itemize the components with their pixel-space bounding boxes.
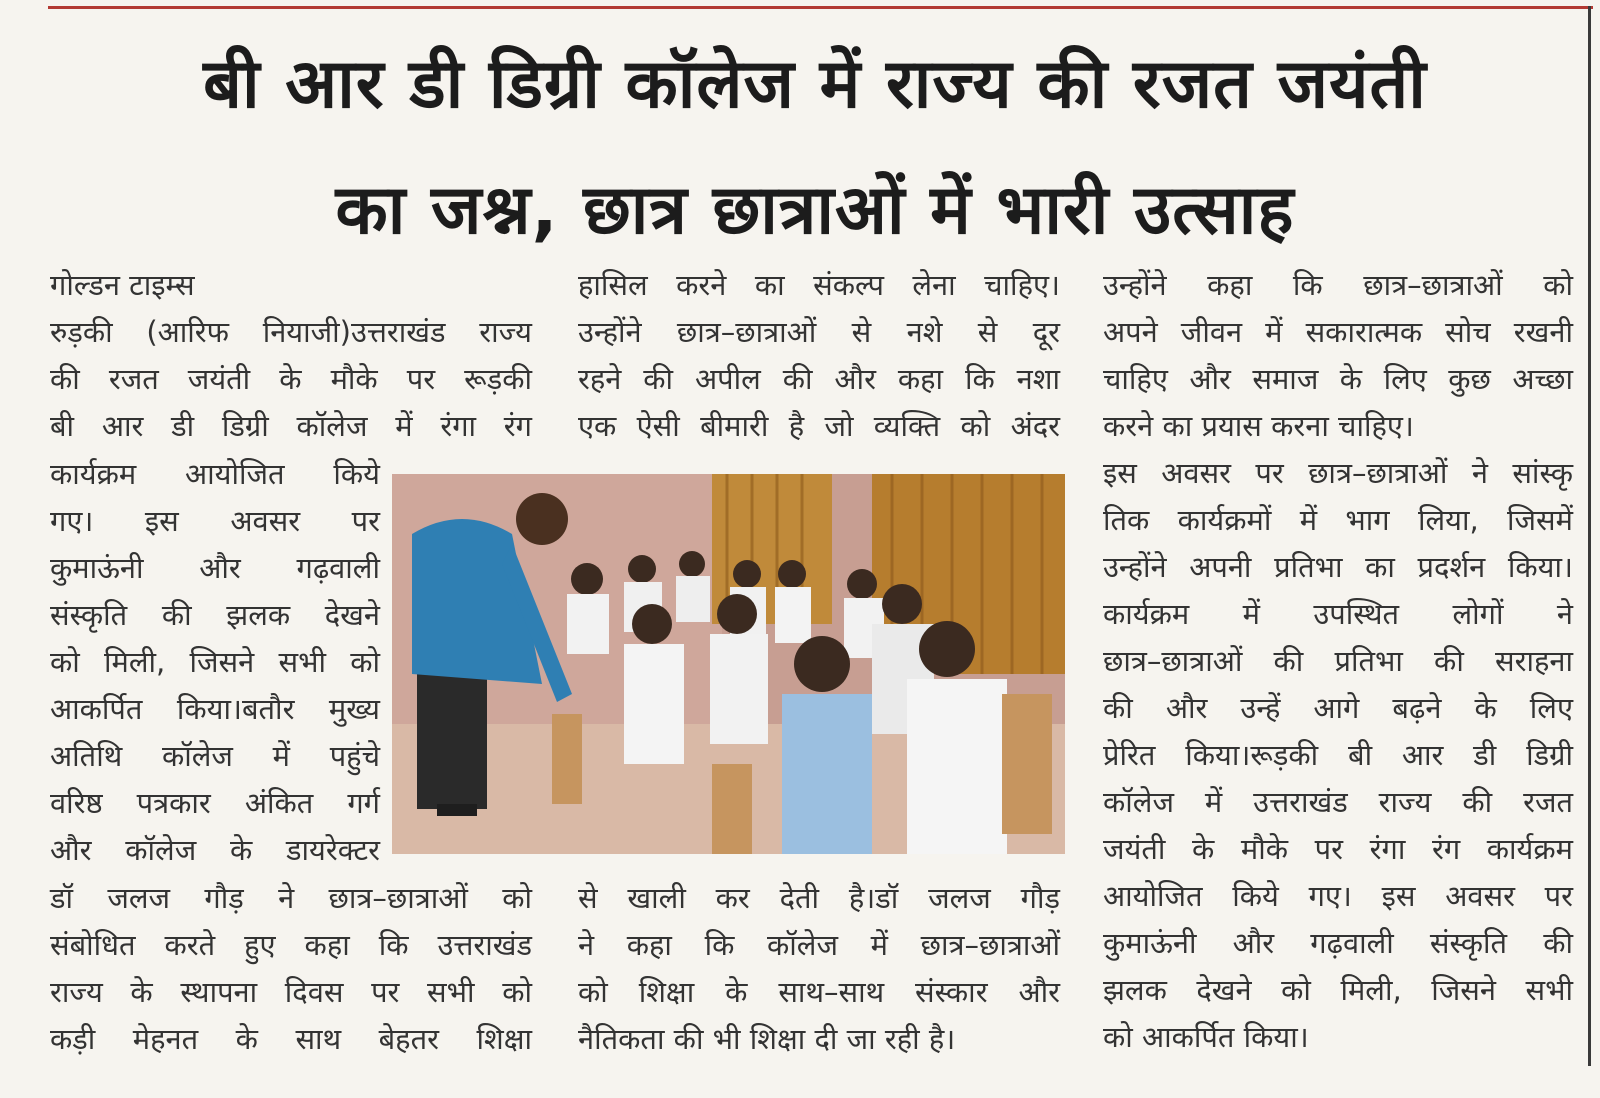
text-line: नैतिकता की भी शिक्षा दी जा रही है। [578,1022,956,1056]
text-line: इस अवसर पर छात्र–छात्राओं ने सांस्कृ [1103,456,1573,490]
text-line: संबोधित करते हुए कहा कि उत्तराखंड [50,928,532,962]
headline-line-2: का जश्न, छात्र छात्राओं में भारी उत्साह [335,171,1295,250]
text-line: राज्य के स्थापना दिवस पर सभी को [50,975,532,1009]
text-line: से खाली कर देती है।डॉ जलज गौड़ [578,881,1060,915]
text-line: चाहिए और समाज के लिए कुछ अच्छा [1103,362,1573,396]
text-line: रुड़की (आरिफ नियाजी)उत्तराखंड राज्य [50,315,532,349]
text-line: कड़ी मेहनत के साथ बेहतर शिक्षा [50,1022,532,1056]
news-photo [392,474,1065,854]
text-line: उन्होंने अपनी प्रतिभा का प्रदर्शन किया। [1103,550,1573,584]
text-line: करने का प्रयास करना चाहिए। [1103,409,1414,443]
column-1-top [50,262,532,450]
text-line: कार्यक्रम में उपस्थित लोगों ने [1103,597,1573,631]
text-line: अतिथि कॉलेज में पहुंचे [50,739,380,773]
text-line: तिक कार्यक्रमों में भाग लिया, जिसमें [1103,503,1573,537]
top-rule [48,6,1593,9]
text-line: और कॉलेज के डायरेक्टर [50,833,380,867]
text-line: रहने की अपील की और कहा कि नशा [578,362,1060,396]
text-line: एक ऐसी बीमारी है जो व्यक्ति को अंदर [578,409,1060,443]
text-line: ने कहा कि कॉलेज में छात्र–छात्राओं [578,928,1060,962]
classroom-photo [392,474,1065,854]
text-line: अपने जीवन में सकारात्मक सोच रखनी [1103,315,1573,349]
headline [40,22,1590,274]
text-line: जयंती के मौके पर रंगा रंग कार्यक्रम [1103,832,1573,866]
column-2-bottom [578,875,1060,1063]
text-line: को शिक्षा के साथ–साथ संस्कार और [578,975,1060,1009]
text-line: संस्कृति की झलक देखने [50,598,380,632]
text-line: वरिष्ठ पत्रकार अंकित गर्ग [50,786,380,820]
text-line: कॉलेज में उत्तराखंड राज्य की रजत [1103,785,1573,819]
text-line: प्रेरित किया।रूड़की बी आर डी डिग्री [1103,738,1573,772]
column-2-top [578,262,1060,450]
text-line: बी आर डी डिग्री कॉलेज में रंगा रंग [50,409,532,443]
text-line: को मिली, जिसने सभी को [50,645,380,679]
byline: गोल्डन टाइम्स [50,268,195,302]
text-line: को आकर्पित किया। [1103,1020,1309,1054]
text-line: कुमाऊंनी और गढ़वाली [50,551,380,585]
text-line: आकर्पित किया।बतौर मुख्य [50,692,380,726]
text-line: हासिल करने का संकल्प लेना चाहिए। [578,268,1060,302]
text-line: की और उन्हें आगे बढ़ने के लिए [1103,691,1573,725]
headline-line-1: बी आर डी डिग्री कॉलेज में राज्य की रजत जयंती [203,45,1427,124]
text-line: उन्होंने कहा कि छात्र–छात्राओं को [1103,268,1573,302]
text-line: गए। इस अवसर पर [50,504,380,538]
column-1-wrap [50,451,380,874]
text-line: छात्र–छात्राओं की प्रतिभा की सराहना [1103,644,1573,678]
text-line: डॉ जलज गौड़ ने छात्र–छात्राओं को [50,881,532,915]
text-line: आयोजित किये गए। इस अवसर पर [1103,879,1573,913]
text-line: कुमाऊंनी और गढ़वाली संस्कृति की [1103,926,1573,960]
text-line: कार्यक्रम आयोजित किये [50,457,380,491]
column-3 [1103,262,1573,1061]
column-1-bottom [50,875,532,1063]
text-line: उन्होंने छात्र–छात्राओं से नशे से दूर [578,315,1060,349]
text-line: झलक देखने को मिली, जिसने सभी [1103,973,1573,1007]
text-line: की रजत जयंती के मौके पर रूड़की [50,362,532,396]
